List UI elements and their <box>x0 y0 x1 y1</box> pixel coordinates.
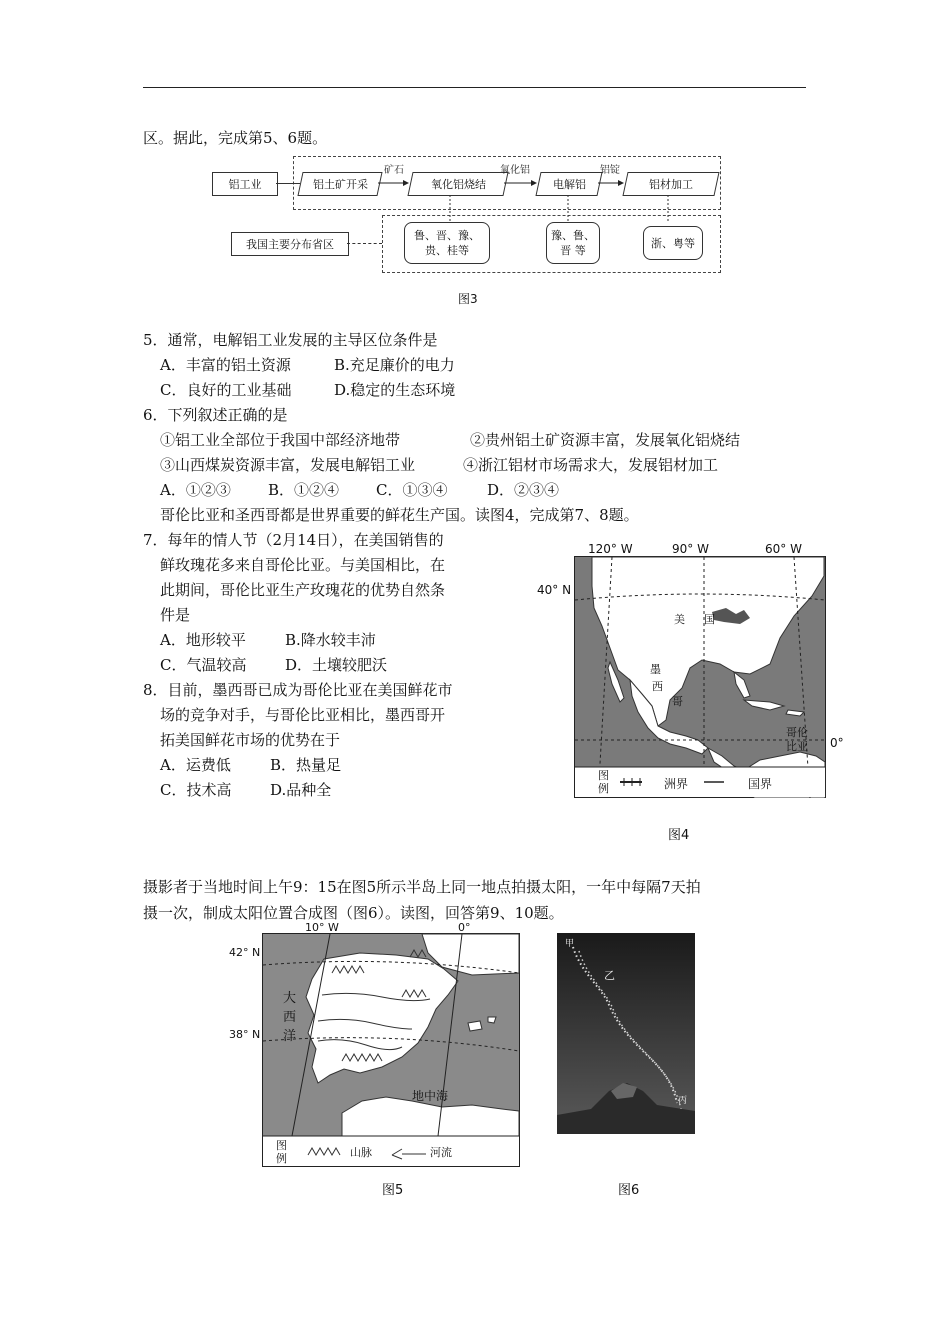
lat-label-0: 0° <box>830 736 844 750</box>
label-usa-2: 国 <box>704 613 715 626</box>
label-mexico-3: 哥 <box>672 695 683 708</box>
lon-label-60w: 60° W <box>765 542 802 556</box>
iberia-map <box>262 933 520 1167</box>
product-label-ore: 矿石 <box>384 165 404 176</box>
q5-option-b: B.充足廉价的电力 <box>334 356 455 374</box>
q6-stem: 6．下列叙述正确的是 <box>143 406 288 424</box>
intro-q9-q10-line-2: 摄一次，制成太阳位置合成图（图6）。读图，回答第9、10题。 <box>143 904 564 922</box>
label-mediterranean: 地中海 <box>412 1089 449 1103</box>
q6-item-4: ④浙江铝材市场需求大，发展铝材加工 <box>463 456 719 474</box>
industry-box: 铝工业 <box>212 172 278 196</box>
sun-position-photo <box>557 933 695 1134</box>
region-label-box: 我国主要分布省区 <box>231 232 349 256</box>
q6-option-c: C．①③④ <box>376 481 448 499</box>
q5-option-a: A．丰富的铝土资源 <box>160 356 291 374</box>
americas-map <box>574 556 826 798</box>
q8-option-b: B．热量足 <box>270 756 342 774</box>
connector <box>347 243 382 244</box>
stage-box-2: 氧化铝烧结 <box>407 172 508 196</box>
q7-option-d: D．土壤较肥沃 <box>285 656 388 674</box>
q7-stem-line-1: 7．每年的情人节（2月14日），在美国销售的 <box>143 531 444 549</box>
q7-option-a: A．地形较平 <box>160 631 246 649</box>
q6-option-b: B．①②④ <box>268 481 340 499</box>
legend-title: 图 例 <box>598 769 609 795</box>
lat-label-38n: 38° N <box>229 1028 261 1041</box>
q7-stem-line-2: 鲜玫瑰花多来自哥伦比亚。与美国相比，在 <box>160 556 446 574</box>
lon-label-10w: 10° W <box>305 921 339 934</box>
figure-6-caption: 图6 <box>618 1183 640 1198</box>
label-colombia-1: 哥伦 <box>786 726 808 739</box>
q5-option-d: D.稳定的生态环境 <box>334 381 456 399</box>
region-box-1: 鲁、晋、豫、 贵、桂等 <box>404 222 490 264</box>
q6-item-3: ③山西煤炭资源丰富，发展电解铝工业 <box>160 456 416 474</box>
lat-label-40n: 40° N <box>537 583 572 597</box>
legend-mountains: 山脉 <box>350 1146 372 1159</box>
q8-option-a: A．运费低 <box>160 756 231 774</box>
figure-4-caption: 图4 <box>668 828 690 843</box>
q8-stem-line-3: 拓美国鲜花市场的优势在于 <box>160 731 341 749</box>
label-yi: 乙 <box>604 969 615 982</box>
q6-item-2: ②贵州铝土矿资源丰富，发展氧化铝烧结 <box>470 431 741 449</box>
legend-title: 图 例 <box>276 1139 287 1165</box>
q7-option-c: C．气温较高 <box>160 656 247 674</box>
label-mexico-1: 墨 <box>650 663 661 676</box>
intro-line: 区。据此，完成第5、6题。 <box>143 129 328 147</box>
stage-box-3: 电解铝 <box>535 172 602 196</box>
q8-option-c: C．技术高 <box>160 781 232 799</box>
region-box-2: 豫、鲁、 晋 等 <box>546 222 600 264</box>
q5-stem: 5．通常，电解铝工业发展的主导区位条件是 <box>143 331 438 349</box>
intro-q9-q10-line-1: 摄影者于当地时间上午9：15在图5所示半岛上同一地点拍摄太阳，一年中每隔7天拍 <box>143 878 701 896</box>
q8-stem-line-2: 场的竞争对手，与哥伦比亚相比，墨西哥开 <box>160 706 446 724</box>
figure-5-caption: 图5 <box>382 1183 404 1198</box>
label-colombia-2: 比亚 <box>786 740 808 753</box>
header-rule <box>143 87 806 88</box>
q8-stem-line-1: 8．目前，墨西哥已成为哥伦比亚在美国鲜花市 <box>143 681 453 699</box>
lon-label-90w: 90° W <box>672 542 709 556</box>
q6-option-d: D．②③④ <box>487 481 560 499</box>
lat-label-42n: 42° N <box>229 946 261 959</box>
lon-label-120w: 120° W <box>588 542 633 556</box>
q8-option-d: D.品种全 <box>270 781 332 799</box>
label-atlantic: 大 西 洋 <box>283 991 297 1044</box>
label-mexico-2: 西 <box>652 680 663 693</box>
q7-option-b: B.降水较丰沛 <box>285 631 376 649</box>
stage-box-4: 铝材加工 <box>622 172 719 196</box>
label-bing: 丙 <box>678 1096 688 1106</box>
product-label-ingot: 铝锭 <box>600 165 620 176</box>
q7-stem-line-3: 此期间，哥伦比亚生产玫瑰花的优势自然条 <box>160 581 446 599</box>
q6-option-a: A．①②③ <box>160 481 231 499</box>
label-usa-1: 美 <box>674 613 685 626</box>
region-connectors <box>440 195 680 225</box>
region-box-3: 浙、粤等 <box>643 226 703 260</box>
q5-option-c: C．良好的工业基础 <box>160 381 292 399</box>
legend-national-boundary: 国界 <box>748 777 773 791</box>
connector <box>276 183 300 184</box>
legend-continent-boundary: 洲界 <box>664 777 689 791</box>
legend-rivers: 河流 <box>430 1146 452 1159</box>
lon-label-0: 0° <box>458 921 471 934</box>
intro-q7-q8: 哥伦比亚和圣西哥都是世界重要的鲜花生产国。读图4，完成第7、8题。 <box>160 506 639 524</box>
label-jia: 甲 <box>565 939 575 949</box>
q6-item-1: ①铝工业全部位于我国中部经济地带 <box>160 431 401 449</box>
figure-3-caption: 图3 <box>458 292 478 306</box>
product-label-alumina: 氧化铝 <box>500 165 530 176</box>
q7-stem-line-4: 件是 <box>160 606 191 624</box>
stage-box-1: 铝土矿开采 <box>297 172 382 196</box>
